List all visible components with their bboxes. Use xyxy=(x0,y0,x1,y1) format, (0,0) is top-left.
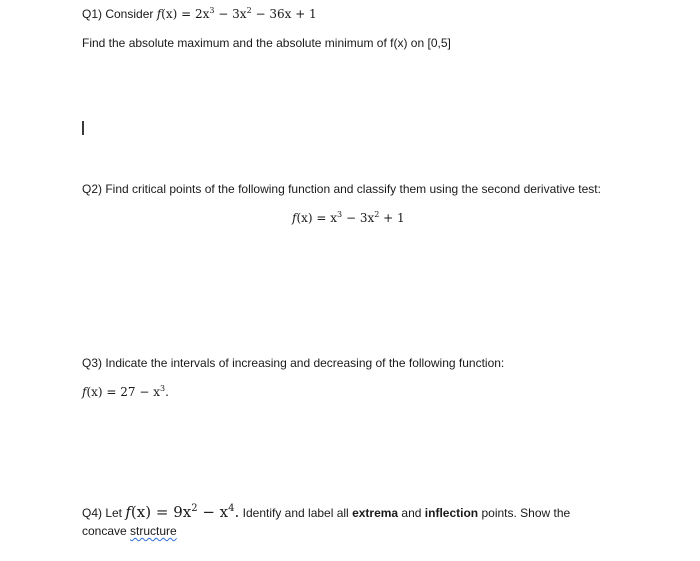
q3-formula: $f(x) = 27 - x^3$. xyxy=(82,384,169,399)
q1-heading xyxy=(82,6,317,22)
q1-instruction: Find the absolute maximum and the absolute minimum of f(x) on [0,5] xyxy=(82,36,451,50)
q2-instruction: Q2) Find critical points of the following function and classify them using the second derivative test: xyxy=(82,182,601,196)
q1-formula: $f(x) = 2x^3 - 3x^2 - 36x + 1$ xyxy=(156,6,317,21)
q4-bold-extrema: extrema xyxy=(352,506,399,520)
q3-instruction: Q3) Indicate the intervals of increasing and decreasing of the following function: xyxy=(82,356,505,370)
text-cursor xyxy=(82,121,84,135)
q1-prefix: Q1) Consider xyxy=(82,7,157,21)
q4-structure-word: structure xyxy=(130,524,177,538)
q2-formula: $f(x) = x^3 - 3x^2 + 1$ xyxy=(292,210,405,225)
q4-line1: Q4) Let $f(x) = 9x^2 - x^4$. Identify and label all extrema and inflection points. Show the xyxy=(82,503,571,521)
q4-line2: concave structure xyxy=(82,524,177,538)
q4-bold-inflection: inflection xyxy=(424,506,479,520)
q4-prefix: Q4) Let xyxy=(82,506,126,520)
q4-formula: $f(x) = 9x^2 - x^4$. xyxy=(125,503,240,521)
